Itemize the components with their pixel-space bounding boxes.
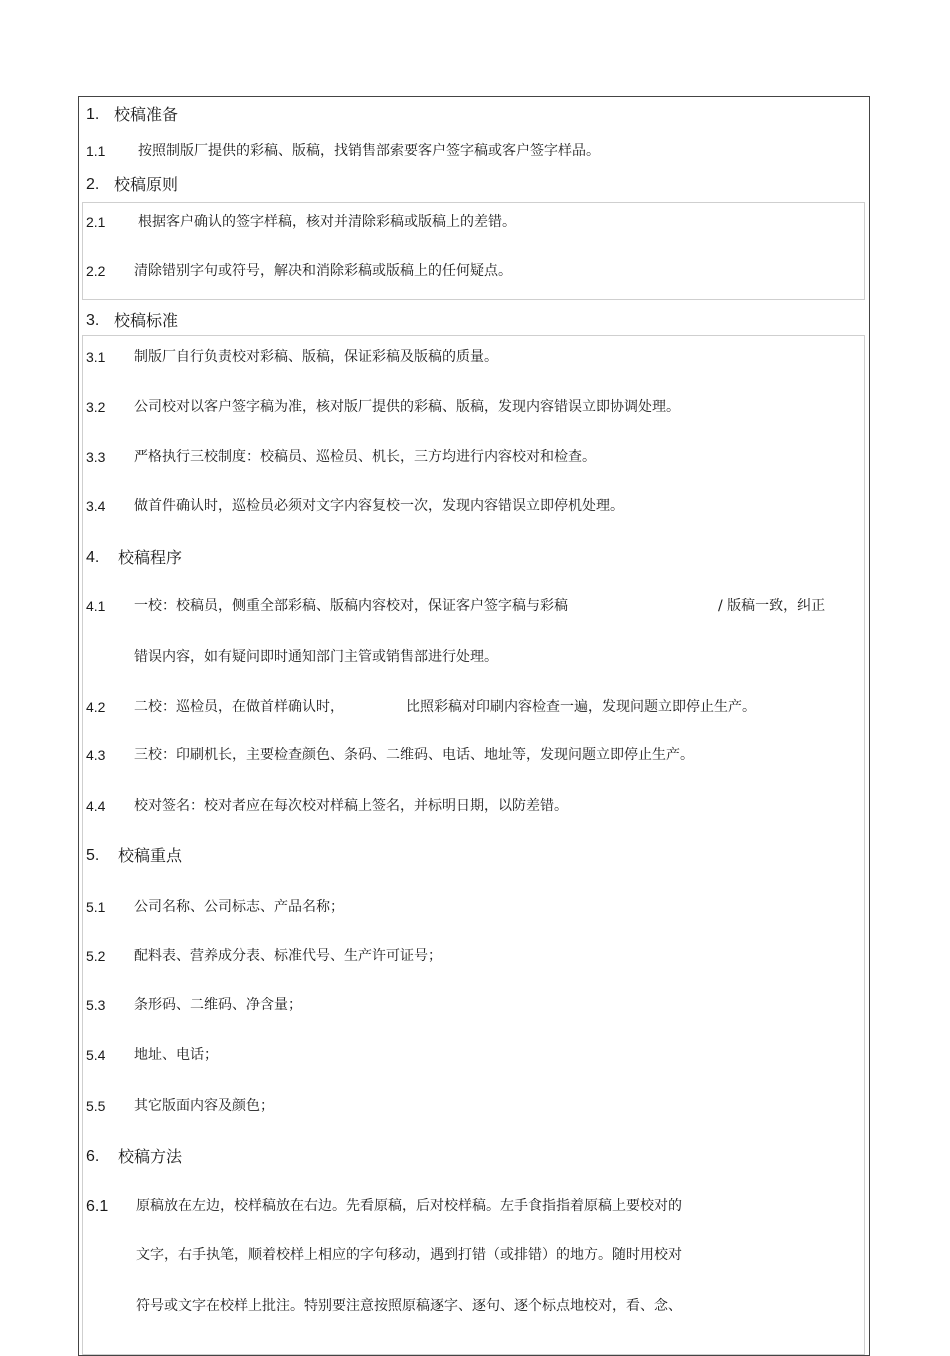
item-text: 按照制版厂提供的彩稿、版稿，找销售部索要客户签字稿或客户签字样品。 [138, 143, 600, 159]
item-number: 5.5 [86, 1098, 106, 1114]
section-number: 1. [86, 106, 100, 123]
item-text: 制版厂自行负责校对彩稿、版稿，保证彩稿及版稿的质量。 [134, 349, 498, 365]
item-number: 3.2 [86, 399, 106, 415]
item-number: 1.1 [86, 143, 106, 159]
item-text: 比照彩稿对印刷内容检查一遍，发现问题立即停止生产。 [406, 699, 756, 715]
item-text: 校对签名：校对者应在每次校对样稿上签名，并标明日期，以防差错。 [134, 798, 568, 814]
item-text: 根据客户确认的签字样稿，核对并清除彩稿或版稿上的差错。 [138, 214, 516, 230]
item-number: 5.1 [86, 899, 106, 915]
item-text: 清除错别字句或符号，解决和消除彩稿或版稿上的任何疑点。 [134, 263, 512, 279]
item-number: 4.2 [86, 699, 106, 715]
section-number: 5. [86, 847, 100, 864]
section-title: 校稿程序 [118, 548, 183, 567]
item-number: 2.2 [86, 263, 106, 279]
item-number: 2.1 [86, 214, 106, 230]
item-text: 二校：巡检员，在做首样确认时， [134, 699, 344, 715]
item-text: 做首件确认时，巡检员必须对文字内容复校一次，发现内容错误立即停机处理。 [134, 498, 624, 514]
item-text: 原稿放在左边，校样稿放在右边。先看原稿，后对校样稿。左手食指指着原稿上要校对的 [136, 1198, 682, 1214]
item-number: 3.1 [86, 349, 106, 365]
section-title: 校稿方法 [118, 1147, 183, 1166]
item-number: 5.3 [86, 997, 106, 1013]
item-number: 3.3 [86, 449, 106, 465]
section-number: 6. [86, 1148, 100, 1165]
item-number: 3.4 [86, 498, 106, 514]
item-text: / 版稿一致，纠正 [718, 598, 826, 614]
section-title: 校稿原则 [114, 175, 179, 194]
item-text: 配料表、营养成分表、标准代号、生产许可证号； [134, 948, 442, 964]
section-title: 校稿重点 [118, 846, 183, 865]
item-number: 6.1 [86, 1198, 109, 1215]
section-title: 校稿标准 [114, 311, 179, 330]
item-number: 4.3 [86, 747, 106, 763]
item-text: 地址、电话； [134, 1047, 218, 1063]
section-number: 3. [86, 312, 100, 329]
item-text: 一校：校稿员，侧重全部彩稿、版稿内容校对，保证客户签字稿与彩稿 [134, 598, 568, 614]
item-number: 4.4 [86, 798, 106, 814]
section-number: 2. [86, 176, 100, 193]
item-text: 其它版面内容及颜色； [134, 1098, 274, 1114]
item-text: 公司名称、公司标志、产品名称； [134, 899, 344, 915]
item-text: 符号或文字在校样上批注。特别要注意按照原稿逐字、逐句、逐个标点地校对，看、念、 [136, 1298, 682, 1314]
item-text: 文字，右手执笔，顺着校样上相应的字句移动，遇到打错（或排错）的地方。随时用校对 [136, 1247, 682, 1263]
item-text: 条形码、二维码、净含量； [134, 997, 302, 1013]
item-number: 5.2 [86, 948, 106, 964]
item-number: 4.1 [86, 598, 106, 614]
item-text: 错误内容，如有疑问即时通知部门主管或销售部进行处理。 [134, 649, 498, 665]
item-number: 5.4 [86, 1047, 106, 1063]
item-text: 公司校对以客户签字稿为准，核对版厂提供的彩稿、版稿，发现内容错误立即协调处理。 [134, 399, 680, 415]
item-text: 三校：印刷机长，主要检查颜色、条码、二维码、电话、地址等，发现问题立即停止生产。 [134, 747, 694, 763]
item-text: 严格执行三校制度：校稿员、巡检员、机长，三方均进行内容校对和检查。 [134, 449, 596, 465]
section-title: 校稿准备 [114, 105, 179, 124]
section-number: 4. [86, 549, 100, 566]
